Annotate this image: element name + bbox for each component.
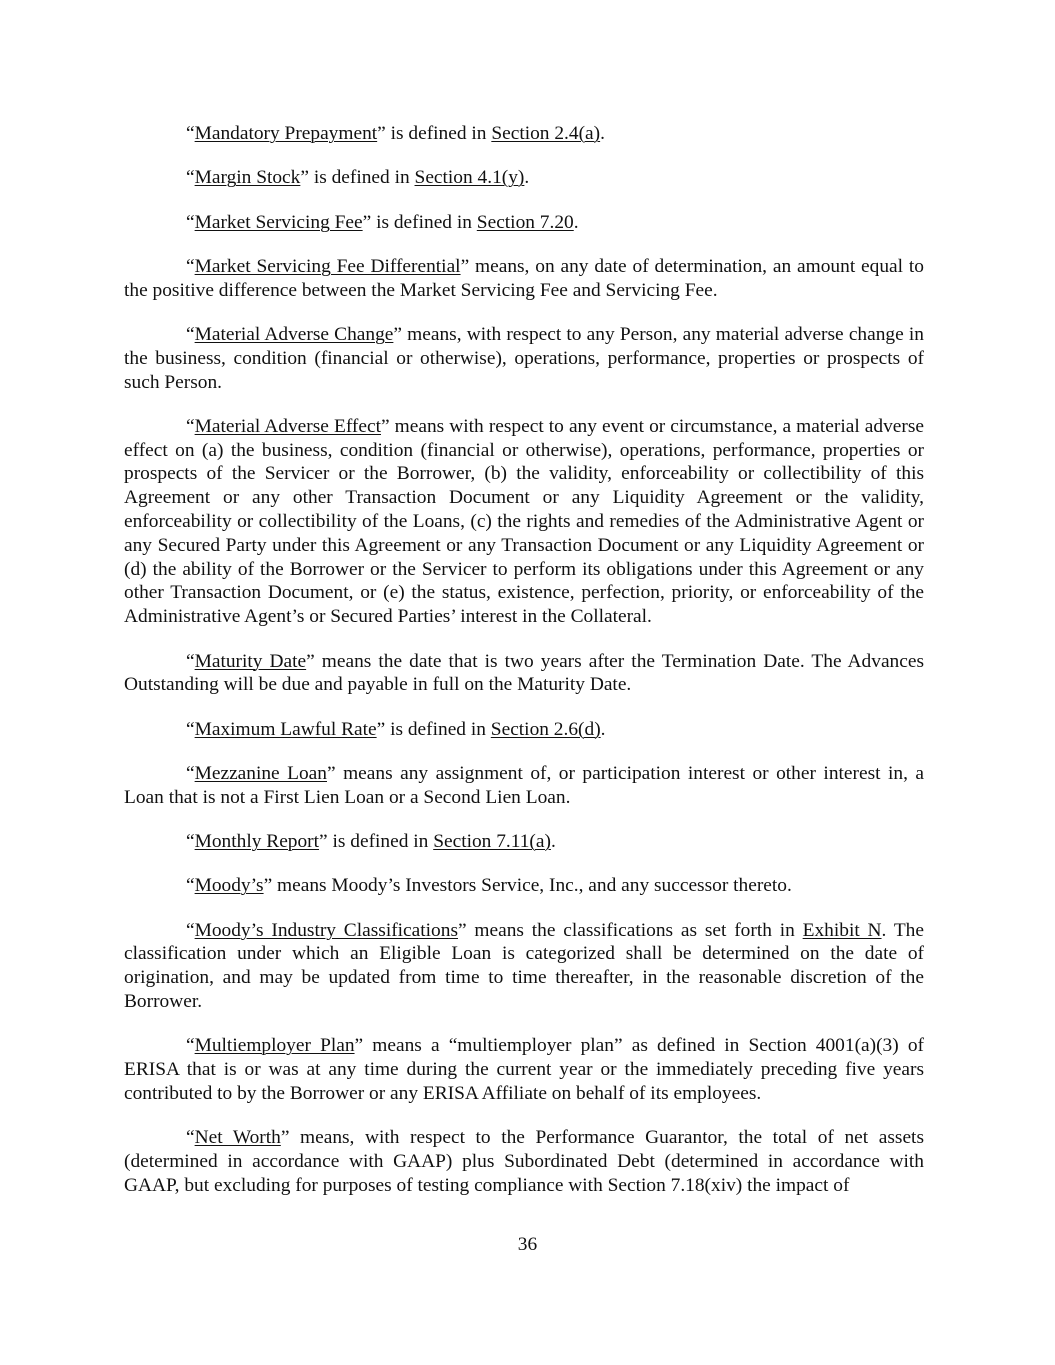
section-reference: Section 7.20 bbox=[476, 211, 574, 233]
definition-material-adverse-effect: “Material Adverse Effect” means with respect to any event or circumstance, a material adverse effect on (a) the business, condition (financial or otherwise), operations, performance, properties or prospects of the Servicer or the Borrower, (b) the validity, enforceability or collectibility of this Agreement or any other Transaction Document or any Liquidity Agreement or the validity, enforceability or collectibility of the Loans, (c) the rights and remedies of the Administrative Agent or any Secured Party under this Agreement or any Transaction Document or any Liquidity Agreement or (d) the ability of the Borrower or the Servicer to perform its obligations under this Agreement or any other Transaction Document, or (e) the status, existence, perfection, priority, or enforceability of the Administrative Agent’s or Secured Parties’ interest in the Collateral. bbox=[124, 415, 924, 628]
defined-term: Material Adverse Effect bbox=[194, 415, 381, 437]
definition-margin-stock: “Margin Stock” is defined in Section 4.1(y). bbox=[186, 167, 530, 189]
section-reference: Section 2.4(a) bbox=[491, 123, 601, 144]
defined-term: Margin Stock bbox=[194, 167, 301, 189]
defined-term: Mezzanine Loan bbox=[194, 762, 327, 784]
definition-mezzanine-loan: “Mezzanine Loan” means any assignment of, or participation interest or other interest in, a Loan that is not a First Lien Loan or a Second Lien Loan. bbox=[124, 762, 925, 808]
defined-term: Multiemployer Plan bbox=[194, 1035, 355, 1057]
section-reference: Section 7.11(a) bbox=[433, 831, 551, 853]
definition-maturity-date: “Maturity Date” means the date that is two years after the Termination Date. The Advances Outstanding will be due and payable in full on the Maturity Date. bbox=[124, 650, 924, 696]
section-reference: Section 2.6(d) bbox=[490, 718, 601, 740]
defined-term: Maximum Lawful Rate bbox=[194, 718, 377, 740]
defined-term: Mandatory Prepayment bbox=[194, 123, 378, 144]
defined-term: Moody’s Industry Classifications bbox=[194, 919, 458, 941]
definition-material-adverse-change: “Material Adverse Change” means, with respect to any Person, any material adverse change in the business, condition (financial or otherwise), operations, performance, properties or prospects of such Person. bbox=[124, 323, 924, 393]
definition-market-servicing-fee-differential: “Market Servicing Fee Differential” means, on any date of determination, an amount equal to the positive difference between the Market Servicing Fee and Servicing Fee. bbox=[124, 255, 924, 301]
section-reference: Section 4.1(y) bbox=[414, 167, 525, 189]
document-page bbox=[124, 122, 924, 1218]
defined-term: Maturity Date bbox=[194, 650, 307, 672]
definition-moodys-industry-classifications: “Moody’s Industry Classifications” means the classifications as set forth in Exhibit N. The classification under which an Eligible Loan is categorized shall be determined on the date of origination, and may be updated from time to time thereafter, in the reasonable discretion of the Borrower. bbox=[124, 919, 924, 1013]
definition-multiemployer-plan: “Multiemployer Plan” means a “multiemployer plan” as defined in Section 4001(a)(3) of ERISA that is or was at any time during the current year or the immediately preceding five years contributed to by the Borrower or any ERISA Affiliate on behalf of its employees. bbox=[124, 1035, 924, 1104]
defined-term: Market Servicing Fee Differential bbox=[194, 255, 461, 277]
defined-term: Moody’s bbox=[194, 875, 264, 897]
definition-moodys: “Moody’s” means Moody’s Investors Service, Inc., and any successor thereto. bbox=[186, 875, 792, 897]
definition-maximum-lawful-rate: “Maximum Lawful Rate” is defined in Section 2.6(d). bbox=[186, 718, 606, 740]
page-number: 36 bbox=[517, 1234, 538, 1255]
defined-term: Monthly Report bbox=[194, 831, 320, 853]
defined-term: Material Adverse Change bbox=[194, 323, 394, 345]
definition-monthly-report: “Monthly Report” is defined in Section 7.11(a). bbox=[186, 831, 556, 853]
defined-term: Market Servicing Fee bbox=[194, 211, 363, 233]
definition-mandatory-prepayment: “Mandatory Prepayment” is defined in Section 2.4(a). bbox=[186, 123, 605, 144]
definition-market-servicing-fee: “Market Servicing Fee” is defined in Section 7.20. bbox=[186, 211, 579, 233]
defined-term: Net Worth bbox=[194, 1127, 281, 1149]
exhibit-reference: Exhibit N bbox=[802, 919, 882, 941]
definition-net-worth: “Net Worth” means, with respect to the Performance Guarantor, the total of net assets (determined in accordance with GAAP) plus Subordinated Debt (determined in accordance with GAAP, but excluding for purposes of testing compliance with Section 7.18(xiv) the impact of bbox=[124, 1127, 924, 1196]
